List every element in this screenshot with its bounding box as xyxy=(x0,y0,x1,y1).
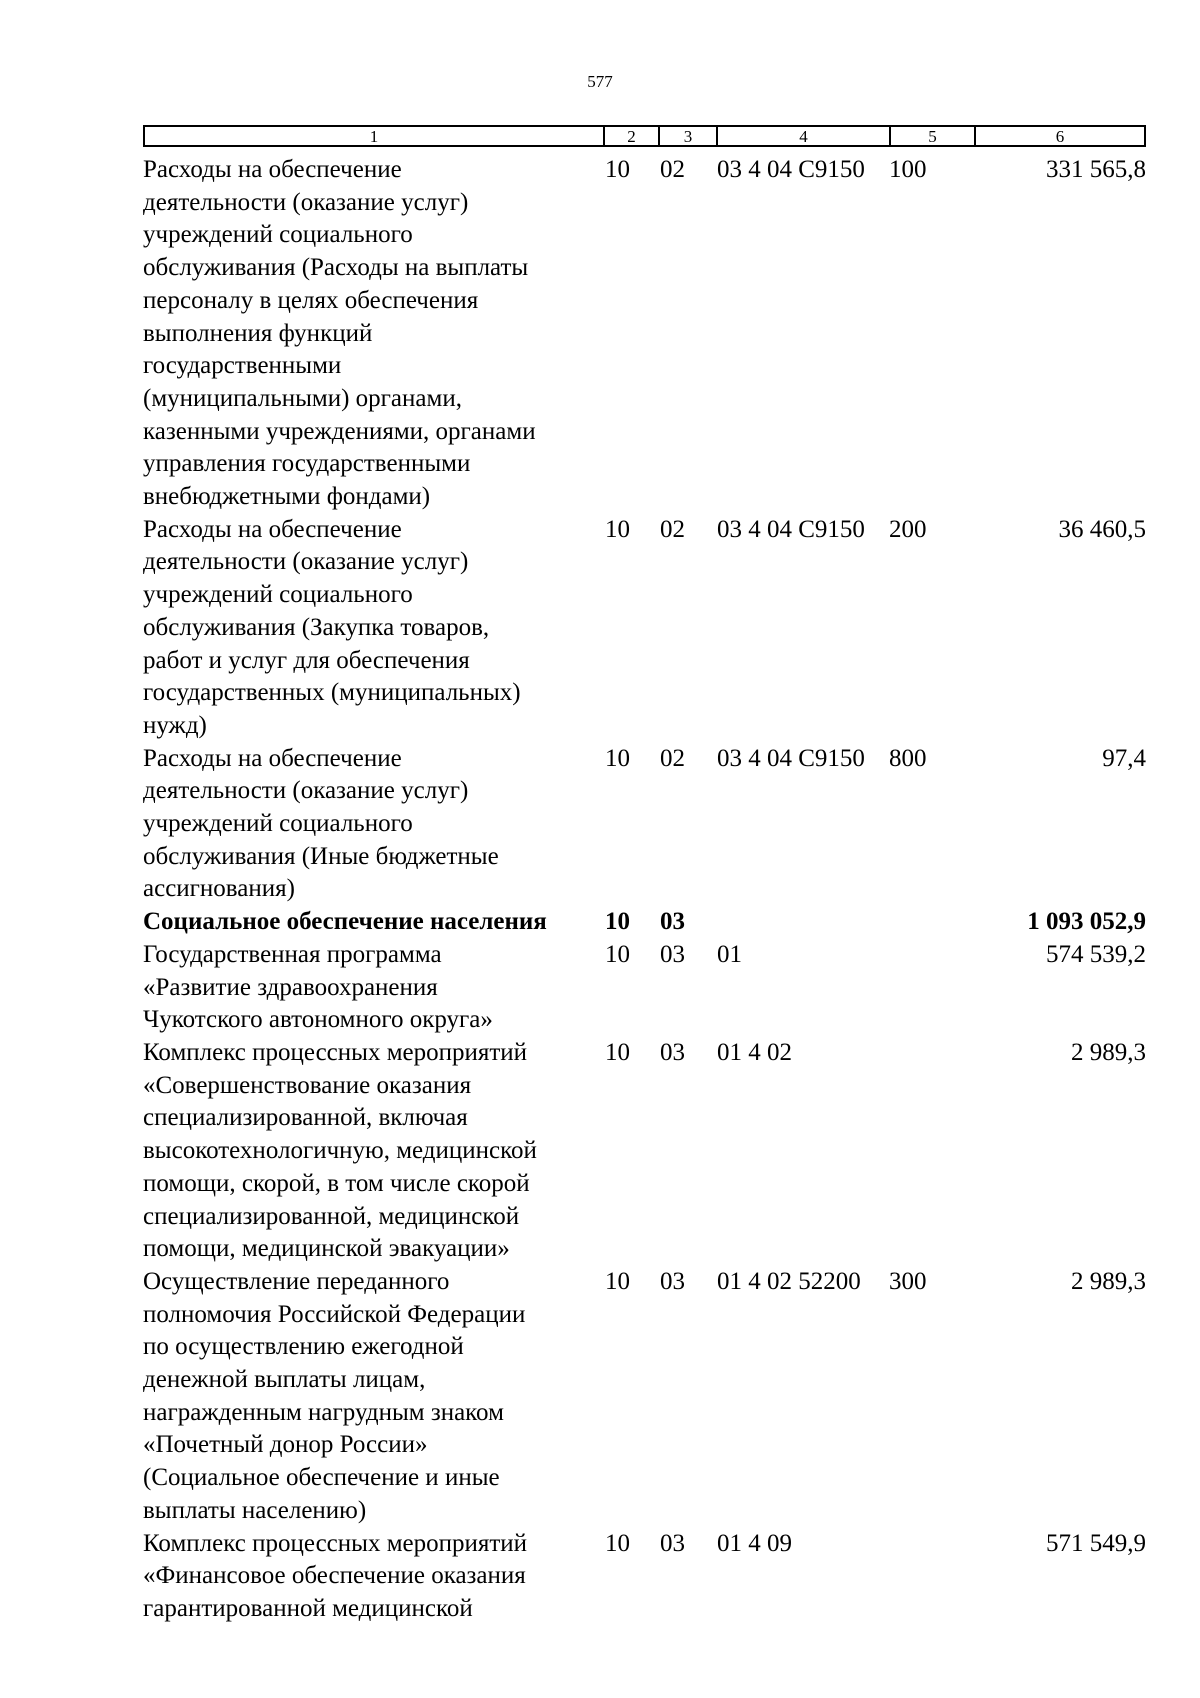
row-section: 10 xyxy=(605,156,630,183)
row-name: Социальное обеспечение населения xyxy=(143,908,547,936)
table-row xyxy=(143,154,1146,514)
budget-table-body xyxy=(143,154,1146,1626)
table-row xyxy=(143,743,1146,907)
row-section: 10 xyxy=(605,744,630,772)
table-row xyxy=(143,514,1146,743)
row-name: Расходы на обеспечение деятельности (оказание услуг) учреждений социального обслуживания (Закупка товаров, работ и услуг для обеспечения государственных (муниципальных) нужд) xyxy=(143,515,521,739)
header-col-6: 6 xyxy=(1055,127,1065,146)
row-code: 01 4 02 xyxy=(717,1038,792,1066)
table-header xyxy=(143,125,1146,147)
row-subsection: 03 xyxy=(660,940,685,968)
row-subsection: 03 xyxy=(660,908,685,936)
row-code: 01 4 02 52200 xyxy=(717,1267,861,1295)
row-type: 100 xyxy=(889,156,927,183)
row-type xyxy=(889,1037,974,1266)
row-subsection: 02 xyxy=(660,515,685,543)
row-section: 10 xyxy=(605,1267,630,1295)
table-row xyxy=(143,1528,1146,1626)
row-section: 10 xyxy=(605,515,630,543)
row-type xyxy=(889,906,974,939)
row-code: 03 4 04 С9150 xyxy=(717,515,865,543)
row-subsection: 02 xyxy=(660,744,685,772)
row-section: 10 xyxy=(605,940,630,968)
row-section: 10 xyxy=(605,908,630,936)
table-row xyxy=(143,939,1146,1037)
row-section: 10 xyxy=(605,1038,630,1066)
row-type: 300 xyxy=(889,1267,927,1295)
header-col-3: 3 xyxy=(660,127,718,145)
row-sum: 2 989,3 xyxy=(1071,1038,1146,1066)
header-col-2: 2 xyxy=(605,127,660,145)
row-name: Осуществление переданного полномочия Российской Федерации по осуществлению ежегодной денежной выплаты лицам, награжденным нагрудным знаком «Почетный донор России» (Социальное обеспечение и иные выплаты населению) xyxy=(143,1267,526,1524)
row-name: Комплекс процессных мероприятий «Финансовое обеспечение оказания гарантированной медицинской xyxy=(143,1529,528,1622)
row-name: Государственная программа «Развитие здравоохранения Чукотского автономного округа» xyxy=(143,940,493,1034)
table-row xyxy=(143,906,1146,939)
header-col-5: 5 xyxy=(891,127,976,145)
row-sum: 571 549,9 xyxy=(1046,1529,1146,1557)
row-code: 03 4 04 С9150 xyxy=(717,744,865,772)
row-type: 200 xyxy=(889,515,927,543)
row-name: Комплекс процессных мероприятий «Совершенствование оказания специализированной, включая высокотехнологичную, медицинской помощи, скорой, в том числе скорой специализированной, медицинской помощи, медицинской эвакуации» xyxy=(143,1038,537,1263)
row-code: 01 xyxy=(717,940,742,968)
row-name: Расходы на обеспечение деятельности (оказание услуг) учреждений социального обслуживания (Иные бюджетные ассигнования) xyxy=(143,744,499,903)
row-type: 800 xyxy=(889,744,927,772)
row-type xyxy=(889,939,974,1037)
table-row xyxy=(143,1037,1146,1266)
row-sum: 574 539,2 xyxy=(1046,940,1146,968)
row-code: 03 4 04 С9150 xyxy=(717,156,865,183)
table-row xyxy=(143,1266,1146,1528)
row-name: Расходы на обеспечение деятельности (оказание услуг) учреждений социального обслуживания (Расходы на выплаты персоналу в целях обеспечения выполнения функций государственными (муниципальными) органами, казенными учреждениями, органами управления государственными внебюджетными фондами) xyxy=(143,156,536,511)
row-subsection: 03 xyxy=(660,1267,685,1295)
row-sum: 2 989,3 xyxy=(1071,1267,1146,1295)
header-col-1: 1 xyxy=(145,127,605,145)
row-sum: 97,4 xyxy=(1102,744,1146,772)
row-type xyxy=(889,1528,974,1626)
row-section: 10 xyxy=(605,1529,630,1557)
row-sum: 1 093 052,9 xyxy=(1027,908,1146,936)
row-subsection: 03 xyxy=(660,1038,685,1066)
row-sum: 36 460,5 xyxy=(1058,515,1146,543)
header-col-4: 4 xyxy=(718,127,891,145)
row-subsection: 03 xyxy=(660,1529,685,1557)
row-code: 01 4 09 xyxy=(717,1529,792,1557)
page-number: 577 xyxy=(587,72,613,91)
row-code xyxy=(716,906,889,939)
row-sum: 331 565,8 xyxy=(1046,156,1146,183)
row-subsection: 02 xyxy=(660,156,685,183)
